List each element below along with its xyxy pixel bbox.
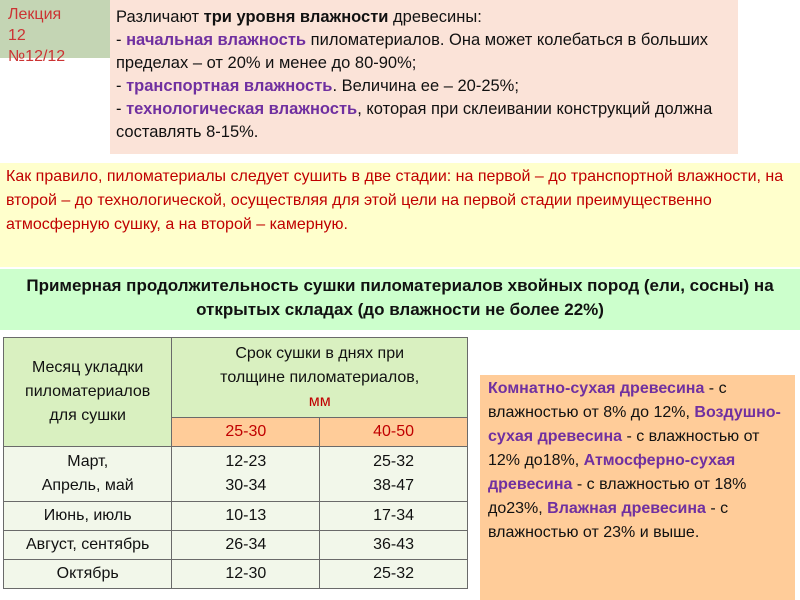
thickness-cell: 25-30 <box>172 418 320 447</box>
duration-cell <box>172 531 320 560</box>
duration-cell <box>320 560 468 589</box>
duration-value: 25-32 <box>373 453 415 470</box>
duration-cell <box>172 560 320 589</box>
level2-dash: - <box>116 77 127 95</box>
levels-intro-bold: три уровня влажности <box>203 8 389 26</box>
level3-dash: - <box>116 100 127 118</box>
wood-classification-box <box>480 375 795 600</box>
duration-value: 30-34 <box>225 477 267 494</box>
month-value: Август, сентябрь <box>25 536 150 553</box>
definition-text: - с влажностью от 8% до 12%, <box>488 380 727 421</box>
definition-term: Комнатно-сухая древесина <box>488 380 705 397</box>
level3-text: , которая при склеивании конструкций должна составлять 8-15%. <box>116 100 713 141</box>
duration-cell <box>320 531 468 560</box>
duration-header-line: толщине пиломатериалов, <box>220 368 420 386</box>
table-heading: Примерная продолжительность сушки пиломатериалов хвойных пород (ели, сосны) на открытых складах (до влажности не более 22%) <box>0 269 800 330</box>
duration-value: 36-43 <box>373 536 415 553</box>
month-value: Март, <box>67 453 109 470</box>
table-row <box>4 502 468 531</box>
duration-value: 26-34 <box>225 536 267 553</box>
lecture-title: Лекция <box>8 6 62 23</box>
month-value: Октябрь <box>56 565 119 582</box>
lecture-slide-number: №12/12 <box>8 48 66 65</box>
duration-value: 17-34 <box>373 507 415 524</box>
definition-term: Воздушно-сухая древесина <box>488 404 781 445</box>
level1-dash: - <box>116 31 127 49</box>
table-row <box>4 531 468 560</box>
duration-header-unit: мм <box>308 392 331 410</box>
duration-value: 10-13 <box>225 507 267 524</box>
month-header-line: для сушки <box>49 407 126 424</box>
level1-term: начальная влажность <box>126 31 307 49</box>
duration-cell <box>320 502 468 531</box>
duration-header-line: Срок сушки в днях при <box>235 344 405 362</box>
levels-intro-prefix: Различают <box>116 8 204 26</box>
month-value: Апрель, май <box>41 477 134 494</box>
thickness-cell: 40-50 <box>320 418 468 447</box>
level2-text: . Величина ее – 20-25%; <box>332 77 519 95</box>
month-header-line: Месяц укладки <box>32 359 144 376</box>
month-value: Июнь, июль <box>43 507 132 524</box>
duration-header <box>172 338 468 418</box>
drying-stages-paragraph: Как правило, пиломатериалы следует сушить в две стадии: на первой – до транспортной влажности, на второй – до технологической, осуществляя для этой цели на первой стадии преимущественно атмосферную сушку, а на второй – камерную. <box>0 163 800 267</box>
duration-value: 25-32 <box>373 565 415 582</box>
lecture-number: 12 <box>8 27 26 44</box>
duration-cell <box>172 502 320 531</box>
levels-intro-suffix: древесины: <box>388 8 482 26</box>
definition-text: - с влажностью от 23% и выше. <box>488 500 729 541</box>
definition-term: Влажная древесина <box>547 500 706 517</box>
month-cell <box>4 447 172 502</box>
level3-term: технологическая влажность <box>126 100 358 118</box>
definition-term: Атмосферно-сухая древесина <box>488 452 736 493</box>
duration-value: 38-47 <box>373 477 415 494</box>
table-row <box>4 447 468 502</box>
duration-cell <box>172 447 320 502</box>
level2-term: транспортная влажность <box>126 77 333 95</box>
month-cell <box>4 531 172 560</box>
moisture-levels-box <box>110 0 738 154</box>
duration-value: 12-23 <box>225 453 267 470</box>
lecture-label <box>0 0 112 65</box>
drying-duration-table <box>3 337 468 589</box>
level1-text: пиломатериалов. Она может колебаться в больших пределах – от 20% и менее до 80-90%; <box>116 31 709 72</box>
month-cell <box>4 502 172 531</box>
table-row <box>4 560 468 589</box>
table-header-row <box>4 338 468 418</box>
definition-text: - с влажностью от 12% до18%, <box>488 428 760 469</box>
month-header <box>4 338 172 447</box>
month-cell <box>4 560 172 589</box>
duration-cell <box>320 447 468 502</box>
month-header-line: пиломатериалов <box>25 383 151 400</box>
definition-text: - с влажностью от 18% до23%, <box>488 476 747 517</box>
duration-value: 12-30 <box>225 565 267 582</box>
